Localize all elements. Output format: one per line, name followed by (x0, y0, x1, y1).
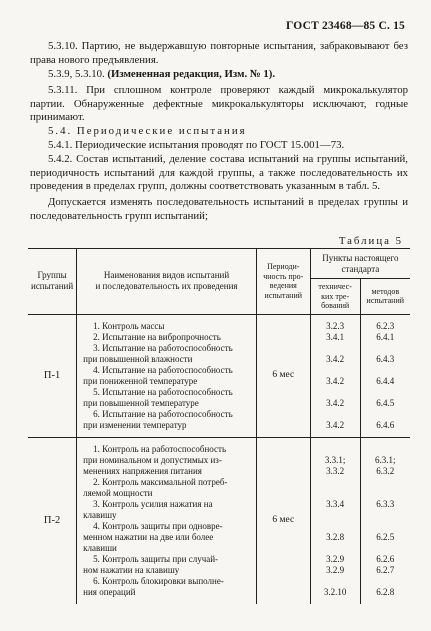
table-5 (28, 248, 410, 604)
header-test-methods: методов испытаний (360, 279, 410, 315)
header-standard-points: Пункты настоящего стандарта (310, 249, 410, 279)
tech-points: 3.2.3 3.4.1 3.4.2 3.4.2 3.4.2 3.4.2 (310, 314, 360, 437)
test-names: 1. Контроль массы 2. Испытание на вибропрочность 3. Испытание на работоспособность при повышенной влажности 4. Испытание на работоспособность при пониженной температуре 5. Испытание на работоспособность при повышенной температуре 6. Испытание на работоспособность при изменении температур (77, 314, 257, 437)
amendment-note: (Измененная редакция, Изм. № 1). (107, 68, 276, 80)
header-test-name: Наименования видов испытаний и последовательность их проведения (77, 249, 257, 315)
header-tech-requirements: техничес- ких тре- бований (310, 279, 360, 315)
amendment-ref: 5.3.9, 5.3.10. (48, 68, 108, 80)
section-5-4-heading: 5.4. Периодические испытания (48, 125, 247, 137)
group-cell: П-1 (43, 370, 61, 381)
period-cell: 6 мес (256, 314, 310, 437)
header-group: Группы испытаний (28, 249, 77, 315)
method-points: 6.3.1; 6.3.2 6.3.3 6.2.5 6.2.6 6.2.7 6.2.8 (360, 437, 410, 604)
test-names: 1. Контроль на работоспособность при номинальном и допустимых из- менениях напряжения питания 2. Контроль максимальной потреб- ляемой мощности 3. Контроль усилия нажатия на клавишу 4. Контроль защиты при одновре- менном нажатии на две или более клавиши 5. Контроль защиты при случай- ном нажатии на клавишу 6. Контроль блокировки выполне- ния операций (77, 437, 257, 604)
method-points: 6.2.3 6.4.1 6.4.3 6.4.4 6.4.5 6.4.6 (360, 314, 410, 437)
page-header: ГОСТ 23468—85 С. 15 (286, 20, 405, 32)
period-cell: 6 мес (256, 437, 310, 604)
header-period: Периоди- чность про- ведения испытаний (256, 249, 310, 315)
table-row (28, 437, 410, 604)
tech-points: 3.3.1; 3.3.2 3.3.4 3.2.8 3.2.9 3.2.9 3.2.10 (310, 437, 360, 604)
paragraph-allowed-changes: Допускается изменять последовательность испытаний в пределах группы и последовательность групп испытаний; (30, 196, 408, 222)
paragraph-amendment (30, 68, 408, 82)
group-cell: П-2 (28, 437, 77, 604)
paragraph-5-3-11: 5.3.11. При сплошном контроле проверяют каждый микрокалькулятор партии. Обнаруженные дефектные микрокалькуляторы исключают, годные принимают. (30, 84, 408, 124)
table-row (28, 314, 410, 437)
paragraph-5-3-10: 5.3.10. Партию, не выдержавшую повторные испытания, забраковывают без права нового предъявления. (30, 40, 408, 66)
table-caption: Таблица 5 (338, 235, 403, 247)
paragraph-5-4-2: 5.4.2. Состав испытаний, деление состава испытаний на группы испытаний, периодичность испытаний для каждой группы, а также последовательность их проведения в пределах групп, должны соответствовать указанным в табл. 5. (30, 153, 408, 193)
paragraph-5-4-1: 5.4.1. Периодические испытания проводят по ГОСТ 15.001—73. (48, 139, 345, 151)
